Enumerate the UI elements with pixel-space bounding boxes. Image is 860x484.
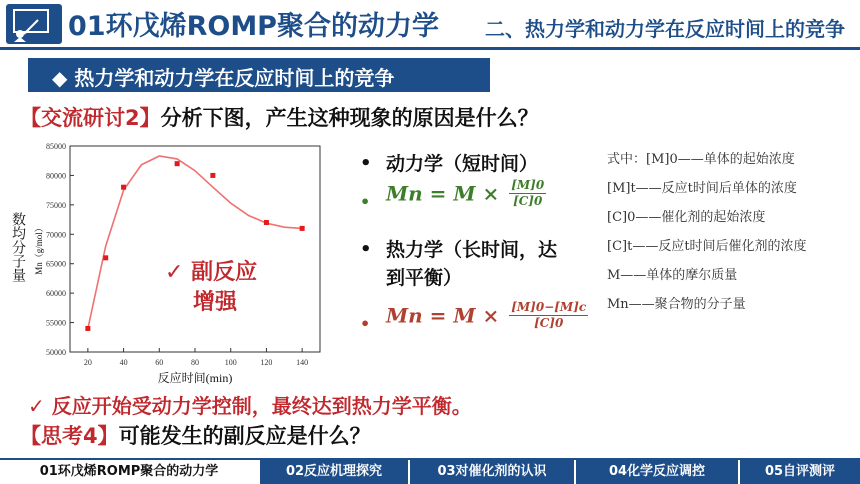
y-tick-label: 80000 (46, 171, 66, 181)
legend-line: [C]0——催化剂的起始浓度 (607, 210, 766, 225)
y-tick-label: 70000 (46, 230, 66, 240)
bullet-list (352, 150, 602, 358)
legend-line: [M]t——反应t时间后单体的浓度 (607, 181, 797, 196)
header-divider (0, 47, 860, 50)
note-line1: 副反应 (191, 260, 258, 285)
data-point (103, 255, 108, 260)
teacher-logo-icon (6, 4, 62, 44)
formula-kinetic-fraction (509, 178, 546, 209)
symbol-legend (607, 148, 857, 322)
x-tick-label: 20 (83, 358, 92, 367)
formula-thermo (352, 300, 602, 358)
data-point (264, 220, 269, 225)
x-axis-label: 反应时间(min) (157, 371, 233, 385)
y-tick-label: 50000 (46, 348, 66, 357)
bullet-dot-icon: • (360, 153, 372, 174)
legend-line: Mn——聚合物的分子量 (607, 297, 746, 312)
check-icon: ✓ (165, 260, 184, 285)
x-tick-label: 120 (260, 358, 273, 367)
x-tick-label: 40 (119, 358, 128, 367)
nav-tab-05[interactable]: 05自评测评 (738, 460, 860, 484)
think-text: 可能发生的副反应是什么？ (118, 424, 371, 448)
legend-line: 式中：[M]0——单体的起始浓度 (607, 152, 795, 167)
y-tick-label: 60000 (46, 289, 66, 299)
think-tag: 【思考4】 (20, 424, 119, 448)
data-point (300, 226, 305, 231)
legend-line: [C]t——反应t时间后催化剂的浓度 (607, 239, 807, 254)
header (0, 0, 860, 52)
data-point (175, 161, 180, 166)
formula-kinetic-num: [M]0 (511, 178, 545, 192)
data-point (210, 173, 215, 178)
note-line2: 增强 (193, 290, 238, 315)
discussion-tag: 【交流研讨2】 (20, 106, 161, 130)
y-axis-label: Mn（g/mol） (34, 223, 44, 275)
discussion-question (20, 102, 539, 132)
data-point (85, 326, 90, 331)
nav-tab-03[interactable]: 03对催化剂的认识 (408, 460, 574, 484)
nav-tab-01[interactable]: 01环戊烯ROMP聚合的动力学 (0, 460, 258, 484)
formula-thermo-num: [M]0−[M]c (511, 300, 587, 314)
nav-tab-04[interactable]: 04化学反应调控 (574, 460, 738, 484)
data-point (121, 185, 126, 190)
think-question (20, 420, 371, 450)
bullet-kinetics: • 动力学（短时间） (352, 150, 602, 178)
conclusion-text: ✓ 反应开始受动力学控制，最终达到热力学平衡。 (28, 394, 472, 418)
chart-ylabel-cn: 数均分子量 (10, 212, 26, 282)
formula-kinetic-lhs: Mn = M × (386, 181, 500, 206)
side-reaction-note (165, 258, 257, 318)
bullet-thermo: • 热力学（长时间，达 到平衡） (352, 236, 602, 292)
page-title: 01环戊烯ROMP聚合的动力学 (68, 11, 439, 42)
formula-kinetic (352, 178, 602, 236)
chapter-nav (0, 458, 860, 484)
y-tick-label: 55000 (46, 318, 66, 328)
y-tick-label: 85000 (46, 142, 66, 151)
x-tick-label: 140 (296, 358, 309, 367)
x-tick-label: 100 (224, 358, 237, 367)
formula-thermo-den: [C]0 (534, 316, 564, 330)
section-banner: ◆ 热力学和动力学在反应时间上的竞争 (28, 58, 490, 92)
formula-thermo-fraction (509, 300, 588, 331)
y-tick-label: 65000 (46, 259, 66, 269)
y-tick-label: 75000 (46, 200, 66, 210)
bullet-dot-icon: • (360, 192, 371, 211)
x-tick-label: 60 (155, 358, 164, 367)
formula-thermo-lhs: Mn = M × (386, 303, 500, 328)
discussion-text: 分析下图，产生这种现象的原因是什么？ (160, 106, 539, 130)
legend-line: M——单体的摩尔质量 (607, 268, 738, 283)
plot-frame (70, 146, 320, 352)
x-tick-label: 80 (191, 358, 199, 367)
page-subtitle: 二、热力学和动力学在反应时间上的竞争 (485, 17, 845, 41)
bullet-dot-icon: • (360, 314, 371, 333)
formula-kinetic-den: [C]0 (513, 194, 543, 208)
bullet-dot-icon: • (360, 239, 372, 260)
nav-tab-02[interactable]: 02反应机理探究 (258, 460, 408, 484)
